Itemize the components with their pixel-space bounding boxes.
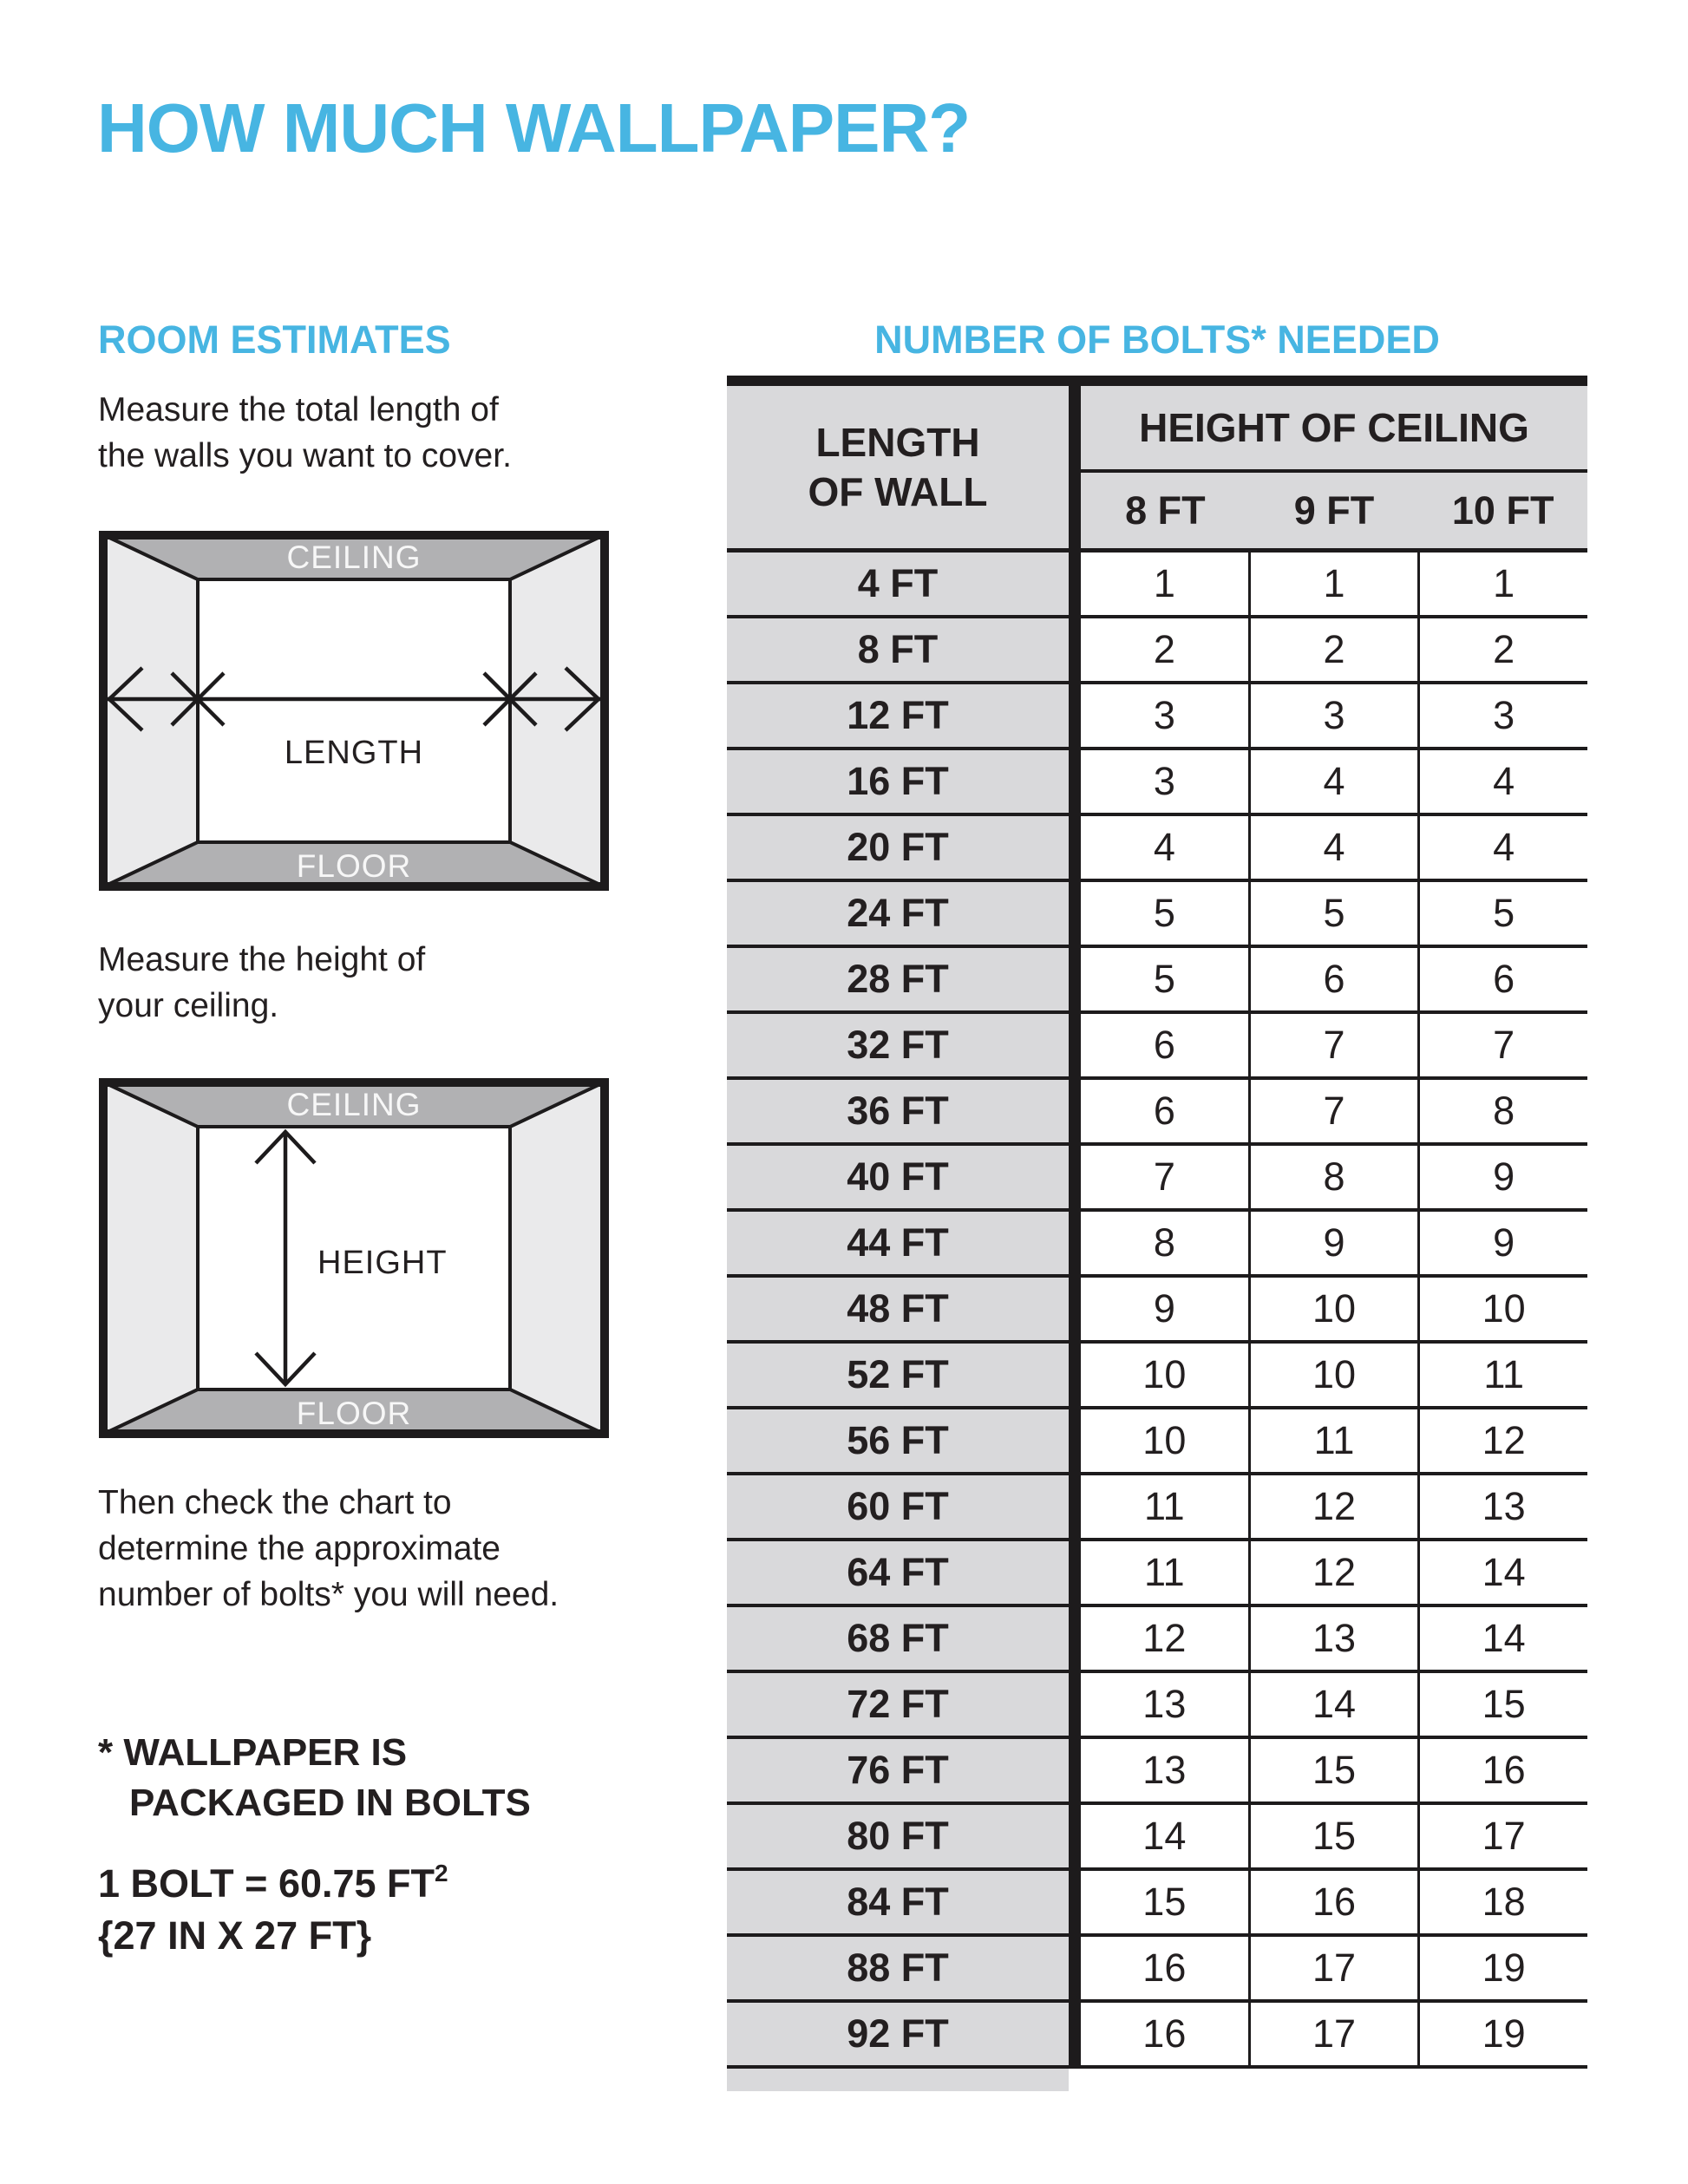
row-values (1069, 1739, 1587, 1801)
bolt-equation (98, 1847, 448, 1910)
bolt-count-cell: 14 (1417, 1541, 1587, 1604)
bolt-count-cell: 8 (1248, 1146, 1418, 1208)
row-values (1069, 816, 1587, 879)
bolt-count-cell: 1 (1248, 553, 1418, 615)
row-values (1069, 2003, 1587, 2065)
table-row (727, 1014, 1587, 1080)
wall-length-cell: 8 FT (727, 618, 1069, 681)
bolt-count-cell: 12 (1248, 1541, 1418, 1604)
bolt-count-cell: 9 (1248, 1212, 1418, 1274)
bolt-dimensions: {27 IN X 27 FT} (98, 1913, 372, 1958)
bolt-count-cell: 2 (1153, 627, 1175, 671)
wall-length-cell: 88 FT (727, 1937, 1069, 1999)
bolt-count-cell: 11 (1143, 1484, 1185, 1528)
column-group-header (1069, 386, 1587, 548)
wall-length-cell: 12 FT (727, 684, 1069, 747)
bolt-count-cell: 10 (1248, 1278, 1418, 1340)
wall-length-cell: 68 FT (727, 1607, 1069, 1670)
wall-length-cell: 24 FT (727, 882, 1069, 945)
bolt-count-cell: 7 (1153, 1154, 1175, 1199)
column-header-10ft: 10 FT (1451, 487, 1554, 533)
bolt-count-cell: 2 (1417, 618, 1587, 681)
table-top-bar (727, 376, 1587, 386)
row-values (1069, 1673, 1587, 1736)
row-header-line: OF WALL (808, 468, 988, 514)
bolt-count-cell: 2 (1248, 618, 1418, 681)
bolt-count-cell: 1 (1417, 553, 1587, 615)
bolt-count-cell: 8 (1417, 1080, 1587, 1142)
table-row (727, 1146, 1587, 1212)
back-wall-face (198, 579, 510, 842)
floor-label: FLOOR (296, 848, 412, 884)
instruction-line: Then check the chart to (98, 1484, 452, 1521)
footnote-line: PACKAGED IN BOLTS (129, 1782, 531, 1824)
table-row (727, 1475, 1587, 1541)
bolt-size-info (98, 1847, 448, 1962)
ceiling-label: CEILING (286, 1087, 422, 1122)
wall-length-cell: 20 FT (727, 816, 1069, 879)
bolt-count-cell: 14 (1142, 1814, 1187, 1858)
column-header-8ft: 8 FT (1125, 487, 1206, 533)
bolt-count-cell: 15 (1417, 1673, 1587, 1736)
table-row (727, 2003, 1587, 2069)
bolt-count-cell: 3 (1417, 684, 1587, 747)
row-values (1069, 1607, 1587, 1670)
page-title: HOW MUCH WALLPAPER? (97, 89, 971, 167)
bolt-count-cell: 19 (1417, 2003, 1587, 2065)
table-row (727, 1541, 1587, 1607)
bolt-count-cell: 13 (1142, 1748, 1187, 1792)
instruction-check-chart (98, 1480, 559, 1618)
bolt-count-cell: 16 (1142, 2011, 1187, 2056)
table-row (727, 1673, 1587, 1739)
bolt-count-cell: 15 (1248, 1739, 1418, 1801)
instruction-line: the walls you want to cover. (98, 437, 512, 474)
instruction-line: determine the approximate (98, 1530, 501, 1567)
table-row (727, 882, 1587, 948)
table-row (727, 1409, 1587, 1475)
bolt-count-cell: 15 (1248, 1805, 1418, 1867)
room-length-diagram-svg (99, 531, 609, 891)
table-row (727, 553, 1587, 618)
table-row (727, 618, 1587, 684)
wall-length-cell: 16 FT (727, 750, 1069, 813)
instruction-measure-length (98, 387, 512, 479)
bolt-count-cell: 7 (1248, 1014, 1418, 1076)
bolt-count-cell: 13 (1248, 1607, 1418, 1670)
row-values (1069, 1475, 1587, 1538)
bolt-count-cell: 12 (1417, 1409, 1587, 1472)
wall-length-cell: 48 FT (727, 1278, 1069, 1340)
room-estimates-heading: ROOM ESTIMATES (98, 317, 451, 362)
bolt-count-cell: 4 (1417, 750, 1587, 813)
wall-length-cell: 60 FT (727, 1475, 1069, 1538)
row-values (1069, 750, 1587, 813)
bolts-footnote (98, 1728, 531, 1828)
length-label: LENGTH (284, 735, 424, 771)
table-row (727, 1805, 1587, 1871)
row-values (1069, 948, 1587, 1010)
row-header-cell (727, 386, 1069, 548)
table-header (727, 386, 1587, 553)
table-row (727, 1344, 1587, 1409)
row-header-line: LENGTH (815, 419, 980, 465)
bolt-count-cell: 5 (1153, 957, 1175, 1001)
bolt-count-cell: 14 (1248, 1673, 1418, 1736)
row-values (1069, 1937, 1587, 1999)
wall-length-cell: 40 FT (727, 1146, 1069, 1208)
table-row (727, 1212, 1587, 1278)
table-row (727, 948, 1587, 1014)
table-row (727, 750, 1587, 816)
wall-length-cell: 72 FT (727, 1673, 1069, 1736)
row-values (1069, 684, 1587, 747)
bolt-count-cell: 6 (1153, 1023, 1175, 1067)
bolt-count-cell: 5 (1153, 891, 1175, 935)
bolt-count-cell: 1 (1153, 561, 1175, 605)
row-values (1069, 1278, 1587, 1340)
bolt-count-cell: 16 (1248, 1871, 1418, 1933)
bolt-count-cell: 11 (1248, 1409, 1418, 1472)
floor-label: FLOOR (296, 1396, 412, 1431)
row-values (1069, 553, 1587, 615)
footnote-line: * WALLPAPER IS (98, 1731, 408, 1774)
bolt-count-cell: 7 (1417, 1014, 1587, 1076)
bolt-count-cell: 10 (1248, 1344, 1418, 1406)
instruction-line: Measure the height of (98, 941, 426, 978)
bolt-count-cell: 3 (1248, 684, 1418, 747)
wall-length-cell: 32 FT (727, 1014, 1069, 1076)
left-wall-face (102, 1082, 198, 1435)
bolt-count-cell: 5 (1417, 882, 1587, 945)
wall-length-cell: 76 FT (727, 1739, 1069, 1801)
bolt-count-cell: 11 (1417, 1344, 1587, 1406)
bolt-count-cell: 16 (1142, 1945, 1187, 1990)
bolt-count-cell: 9 (1417, 1146, 1587, 1208)
wall-length-cell: 28 FT (727, 948, 1069, 1010)
bolt-count-cell: 16 (1417, 1739, 1587, 1801)
bolt-count-cell: 5 (1248, 882, 1418, 945)
instruction-measure-height (98, 937, 425, 1029)
bolt-count-cell: 17 (1248, 2003, 1418, 2065)
ceiling-label: CEILING (286, 539, 422, 575)
bolt-count-cell: 4 (1417, 816, 1587, 879)
bolt-equation-superscript: 2 (435, 1860, 448, 1886)
table-row (727, 1739, 1587, 1805)
wall-length-cell: 36 FT (727, 1080, 1069, 1142)
row-values (1069, 1014, 1587, 1076)
wall-length-cell: 92 FT (727, 2003, 1069, 2065)
bolt-count-cell: 4 (1248, 750, 1418, 813)
bolt-count-cell: 17 (1248, 1937, 1418, 1999)
bolt-count-cell: 6 (1248, 948, 1418, 1010)
bolt-count-cell: 12 (1142, 1616, 1187, 1660)
table-row (727, 816, 1587, 882)
table-body (727, 553, 1587, 2069)
room-height-diagram-svg (99, 1078, 609, 1438)
row-values (1069, 1871, 1587, 1933)
bolt-count-cell: 6 (1417, 948, 1587, 1010)
instruction-line: your ceiling. (98, 987, 279, 1024)
row-values (1069, 1541, 1587, 1604)
row-values (1069, 618, 1587, 681)
bolt-count-cell: 7 (1248, 1080, 1418, 1142)
row-values (1069, 882, 1587, 945)
bolt-equation-text: 1 BOLT = 60.75 FT (98, 1861, 435, 1906)
wall-length-cell: 4 FT (727, 553, 1069, 615)
bolt-count-cell: 12 (1248, 1475, 1418, 1538)
right-wall-face (510, 1082, 605, 1435)
row-values (1069, 1080, 1587, 1142)
wall-length-cell: 56 FT (727, 1409, 1069, 1472)
bolt-count-cell: 6 (1153, 1089, 1175, 1133)
bolt-count-cell: 15 (1142, 1880, 1187, 1924)
row-values (1069, 1409, 1587, 1472)
bolt-count-cell: 3 (1153, 693, 1175, 737)
table-row (727, 1937, 1587, 2003)
bolt-count-cell: 8 (1153, 1220, 1175, 1265)
bolt-count-cell: 13 (1417, 1475, 1587, 1538)
row-values (1069, 1344, 1587, 1406)
bolts-table (727, 376, 1587, 2091)
bolt-count-cell: 13 (1142, 1682, 1187, 1726)
bolt-count-cell: 14 (1417, 1607, 1587, 1670)
bolt-count-cell: 9 (1153, 1286, 1175, 1331)
row-values (1069, 1805, 1587, 1867)
wall-length-cell: 64 FT (727, 1541, 1069, 1604)
table-bottom-strip (727, 2069, 1069, 2091)
table-row (727, 1871, 1587, 1937)
wall-length-cell: 84 FT (727, 1871, 1069, 1933)
ceiling-height-columns (1081, 473, 1587, 548)
bolt-count-cell: 4 (1248, 816, 1418, 879)
wall-length-cell: 44 FT (727, 1212, 1069, 1274)
bolt-count-cell: 9 (1417, 1212, 1587, 1274)
instruction-line: Measure the total length of (98, 391, 499, 428)
bolt-count-cell: 17 (1417, 1805, 1587, 1867)
table-row (727, 1607, 1587, 1673)
bolt-count-cell: 10 (1417, 1278, 1587, 1340)
column-header-9ft: 9 FT (1293, 487, 1375, 533)
bolt-count-cell: 10 (1142, 1418, 1187, 1462)
room-height-diagram (99, 1078, 609, 1438)
row-values (1069, 1146, 1587, 1208)
height-of-ceiling-header: HEIGHT OF CEILING (1081, 386, 1587, 473)
wall-length-cell: 52 FT (727, 1344, 1069, 1406)
bolts-needed-heading: NUMBER OF BOLTS* NEEDED (874, 317, 1440, 362)
row-values (1069, 1212, 1587, 1274)
bolt-count-cell: 19 (1417, 1937, 1587, 1999)
bolt-count-cell: 10 (1142, 1352, 1187, 1396)
bolt-count-cell: 3 (1153, 759, 1175, 803)
bolt-count-cell: 4 (1153, 825, 1175, 869)
instruction-line: number of bolts* you will need. (98, 1576, 559, 1613)
room-length-diagram (99, 531, 609, 891)
table-row (727, 1080, 1587, 1146)
bolt-count-cell: 11 (1143, 1550, 1185, 1594)
table-row (727, 684, 1587, 750)
bolt-count-cell: 18 (1417, 1871, 1587, 1933)
table-row (727, 1278, 1587, 1344)
wall-length-cell: 80 FT (727, 1805, 1069, 1867)
height-label: HEIGHT (317, 1245, 448, 1281)
